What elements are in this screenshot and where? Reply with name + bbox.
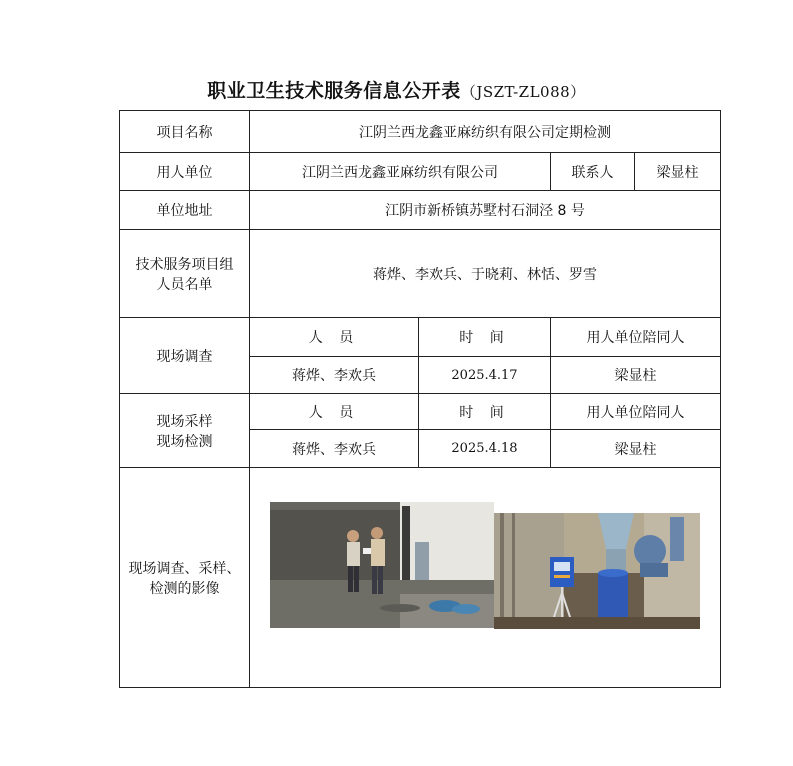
sampling-col-escort: 用人单位陪同人 — [551, 394, 721, 430]
survey-photo — [270, 502, 494, 628]
survey-header-row — [120, 318, 721, 357]
address-value: 江阴市新桥镇苏墅村石洞泾 8 号 — [250, 191, 721, 230]
team-row — [120, 230, 721, 318]
images-label-line2: 检测的影像 — [149, 580, 220, 597]
survey-label: 现场调查 — [120, 318, 250, 394]
sampling-label — [120, 394, 250, 468]
sampling-header-row — [120, 394, 721, 430]
sampling-photo — [494, 513, 700, 629]
team-value: 蒋烨、李欢兵、于晓莉、林恬、罗雪 — [250, 230, 721, 318]
sampling-label-line2: 现场检测 — [156, 433, 213, 450]
page-title — [0, 76, 793, 103]
images-label-line1: 现场调查、采样、 — [128, 560, 241, 577]
survey-col-people: 人 员 — [250, 318, 419, 357]
sampling-label-line1: 现场采样 — [156, 413, 213, 430]
team-label-line2: 人员名单 — [156, 276, 213, 293]
address-row — [120, 191, 721, 230]
sampling-people: 蒋烨、李欢兵 — [250, 430, 419, 468]
team-label — [120, 230, 250, 318]
project-value: 江阴兰西龙鑫亚麻纺织有限公司定期检测 — [250, 111, 721, 153]
images-label — [120, 468, 250, 688]
survey-escort: 梁显柱 — [551, 357, 721, 394]
project-label: 项目名称 — [120, 111, 250, 153]
address-label: 单位地址 — [120, 191, 250, 230]
survey-time: 2025.4.17 — [419, 357, 551, 394]
project-row — [120, 111, 721, 153]
sampling-col-people: 人 员 — [250, 394, 419, 430]
employer-value: 江阴兰西龙鑫亚麻纺织有限公司 — [250, 153, 551, 191]
survey-col-escort: 用人单位陪同人 — [551, 318, 721, 357]
images-row — [120, 468, 721, 688]
contact-value: 梁显柱 — [635, 153, 721, 191]
sampling-time: 2025.4.18 — [419, 430, 551, 468]
survey-col-time: 时 间 — [419, 318, 551, 357]
employer-label: 用人单位 — [120, 153, 250, 191]
form-code: （JSZT-ZL088） — [460, 83, 586, 101]
title-text: 职业卫生技术服务信息公开表 — [207, 80, 461, 102]
survey-people: 蒋烨、李欢兵 — [250, 357, 419, 394]
sampling-col-time: 时 间 — [419, 394, 551, 430]
images-cell — [250, 468, 721, 688]
sampling-escort: 梁显柱 — [551, 430, 721, 468]
info-table — [119, 110, 721, 688]
team-label-line1: 技术服务项目组 — [135, 256, 234, 273]
employer-row — [120, 153, 721, 191]
contact-label: 联系人 — [551, 153, 635, 191]
